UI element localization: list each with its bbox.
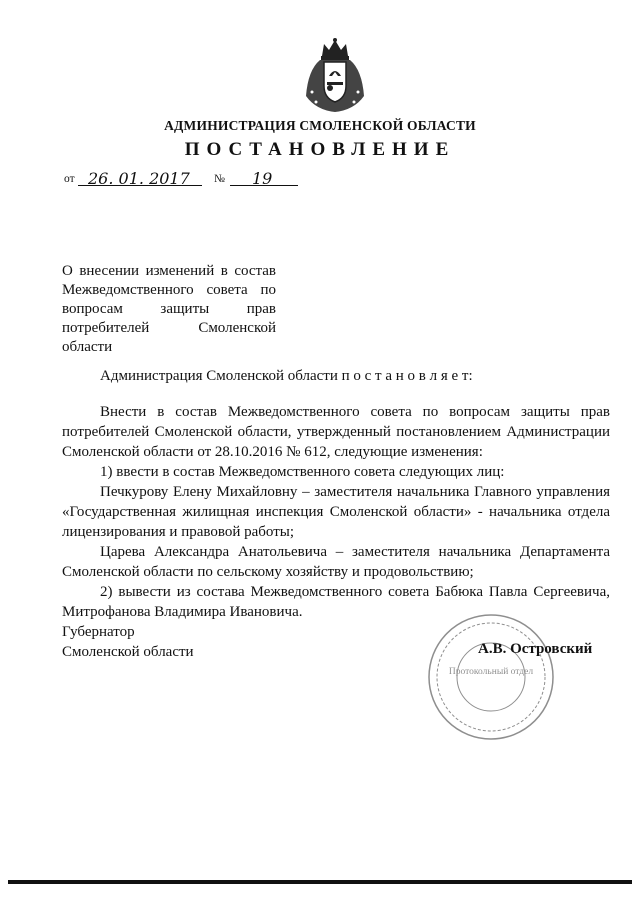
subject-line: потребителей Смоленской xyxy=(62,320,276,336)
handwritten-number: 19 xyxy=(252,169,273,188)
subject-line: вопросам защиты прав xyxy=(62,301,276,317)
subject-line: области xyxy=(62,339,113,355)
handwritten-date: 26. 01. 2017 xyxy=(88,169,190,188)
resolution-preamble: Администрация Смоленской области п о с т а н о в л я е т: xyxy=(100,368,473,384)
body-paragraph: Внести в состав Межведомственного совета по вопросам защиты прав потребителей Смоленской области, утвержденный постановлением Администрации Смоленской области от 28.10.2016 № 612, следующие изменения: xyxy=(62,404,610,460)
stamp-text: Протокольный отдел xyxy=(448,667,534,677)
document-type-title: ПОСТАНОВЛЕНИЕ xyxy=(184,139,456,160)
signatory-title-line: Губернатор xyxy=(62,624,135,640)
body-paragraph: Печкурову Елену Михайловну – заместителя начальника Главного управления «Государственная жилищная инспекция Смоленской области» - начальника отдела лицензирования и правовой работы; xyxy=(62,484,610,540)
decree-body xyxy=(62,366,610,622)
number-label: № xyxy=(214,173,225,185)
date-number-line xyxy=(64,163,304,189)
signatory-title-line: Смоленской области xyxy=(62,644,194,660)
official-stamp xyxy=(426,612,556,742)
signatory-name: А.В. Островский xyxy=(478,641,593,657)
body-paragraph: Царева Александра Анатольевича – заместителя начальника Департамента Смоленской области по сельскому хозяйству и продовольствию; xyxy=(62,544,610,580)
body-paragraph: 2) вывести из состава Межведомственного совета Бабюка Павла Сергеевича, Митрофанова Владимира Ивановича. xyxy=(62,584,610,620)
body-paragraph: 1) ввести в состав Межведомственного совета следующих лиц: xyxy=(100,464,505,480)
date-label: от xyxy=(64,173,75,185)
subject-line: О внесении изменений в состав xyxy=(62,263,276,279)
coat-of-arms-icon xyxy=(296,36,374,114)
agency-name: АДМИНИСТРАЦИЯ СМОЛЕНСКОЙ ОБЛАСТИ xyxy=(164,118,476,133)
subject-line: Межведомственного совета по xyxy=(62,282,276,298)
signatory-title xyxy=(62,622,194,662)
page-bottom-border xyxy=(8,880,632,884)
decree-subject xyxy=(62,262,276,357)
